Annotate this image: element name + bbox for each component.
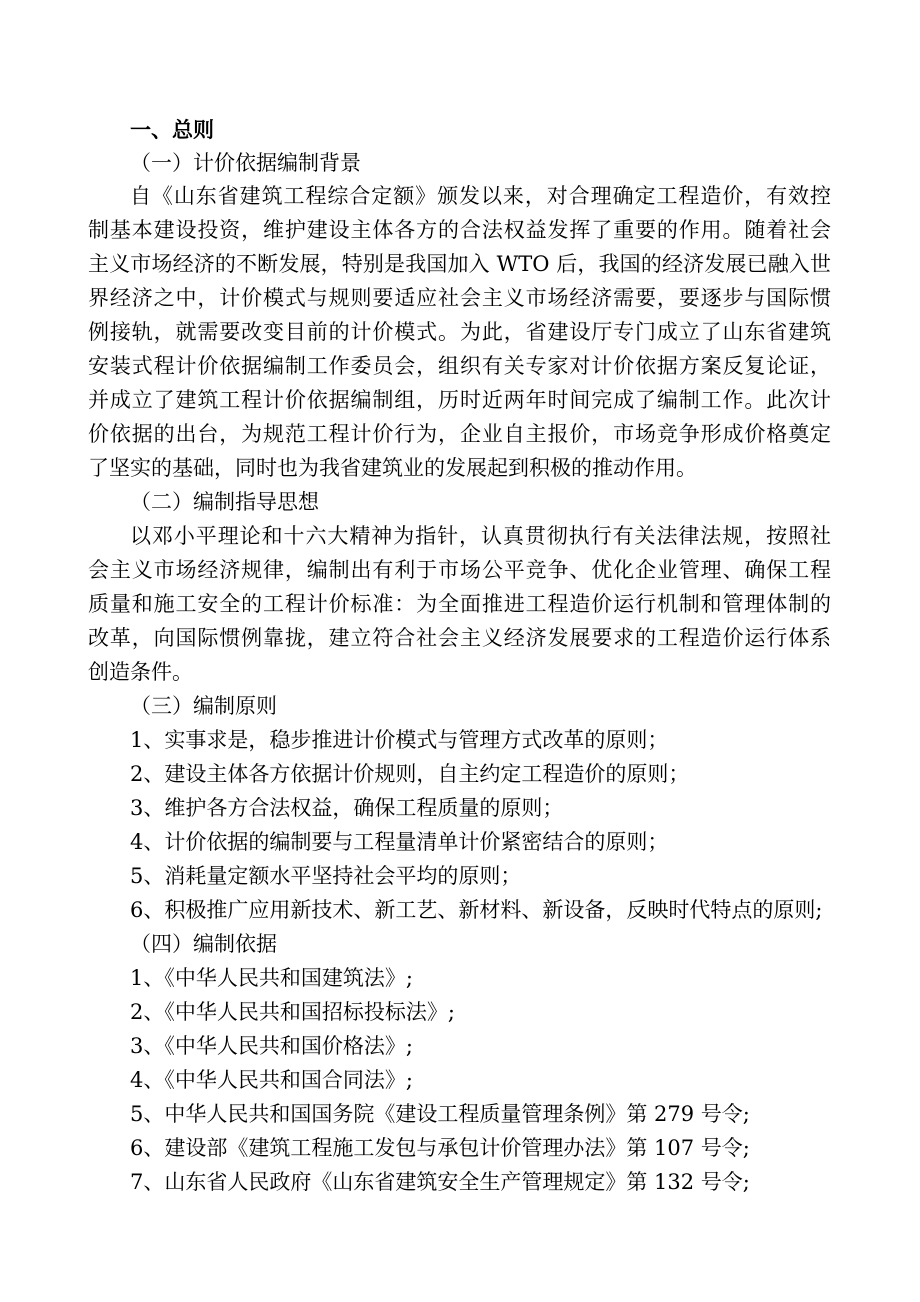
s2-line-2: 会主义市场经济规律，编制出有利于市场公平竞争、优化企业管理、确保工程 [88, 558, 831, 582]
s4-item-6: 6、建设部《建筑工程施工发包与承包计价管理办法》第 107 号令; [130, 1136, 750, 1160]
s1-line-5: 例接轨，就需要改变目前的计价模式。为此，省建设厅专门成立了山东省建筑 [88, 320, 831, 344]
s3-heading: （三）编制原则 [130, 694, 277, 718]
s4-item-5: 5、中华人民共和国国务院《建设工程质量管理条例》第 279 号令; [130, 1102, 750, 1126]
s2-line-5: 创造条件。 [88, 660, 193, 684]
section-title: 一、总则 [130, 117, 214, 142]
s1-line-1: 自《山东省建筑工程综合定额》颁发以来，对合理确定工程造价，有效控 [130, 184, 831, 208]
s4-item-7: 7、山东省人民政府《山东省建筑安全生产管理规定》第 132 号令; [130, 1170, 750, 1194]
s4-item-3: 3、《中华人民共和国价格法》; [130, 1034, 413, 1058]
s2-heading: （二）编制指导思想 [130, 490, 319, 514]
s1-line-3: 主义市场经济的不断发展，特别是我国加入 WTO 后，我国的经济发展已融入世 [88, 252, 831, 276]
s3-item-5: 5、消耗量定额水平坚持社会平均的原则； [130, 864, 522, 888]
s4-item-4: 4、《中华人民共和国合同法》; [130, 1068, 413, 1092]
s1-line-8: 价依据的出台，为规范工程计价行为，企业自主报价，市场竞争形成价格奠定 [88, 422, 831, 446]
s1-heading: （一）计价依据编制背景 [130, 151, 361, 175]
s3-item-2: 2、建设主体各方依据计价规则，自主约定工程造价的原则； [130, 762, 690, 786]
s2-line-3: 质量和施工安全的工程计价标准：为全面推进工程造价运行机制和管理体制的 [88, 592, 831, 616]
s2-line-1: 以邓小平理论和十六大精神为指针，认真贯彻执行有关法律法规，按照社 [130, 524, 831, 548]
s3-item-6: 6、积极推广应用新技术、新工艺、新材料、新设备，反映时代特点的原则; [130, 898, 823, 922]
s3-item-3: 3、维护各方合法权益，确保工程质量的原则； [130, 796, 564, 820]
s3-item-1: 1、实事求是，稳步推进计价模式与管理方式改革的原则； [130, 728, 669, 752]
s3-item-4: 4、计价依据的编制要与工程量清单计价紧密结合的原则； [130, 830, 669, 854]
s1-line-7: 并成立了建筑工程计价依据编制组，历时近两年时间完成了编制工作。此次计 [88, 388, 831, 412]
s4-heading: （四）编制依据 [130, 932, 277, 956]
s4-item-1: 1、《中华人民共和国建筑法》; [130, 966, 413, 990]
s4-item-2: 2、《中华人民共和国招标投标法》; [130, 1000, 455, 1024]
s1-line-2: 制基本建设投资，维护建设主体各方的合法权益发挥了重要的作用。随着社会 [88, 218, 831, 242]
s1-line-4: 界经济之中，计价模式与规则要适应社会主义市场经济需要，要逐步与国际惯 [88, 286, 831, 310]
s1-line-6: 安装式程计价依据编制工作委员会，组织有关专家对计价依据方案反复论证， [88, 354, 831, 378]
s1-line-9: 了坚实的基础，同时也为我省建筑业的发展起到积极的推动作用。 [88, 456, 697, 480]
s2-line-4: 改革，向国际惯例靠拢，建立符合社会主义经济发展要求的工程造价运行体系 [88, 626, 831, 650]
